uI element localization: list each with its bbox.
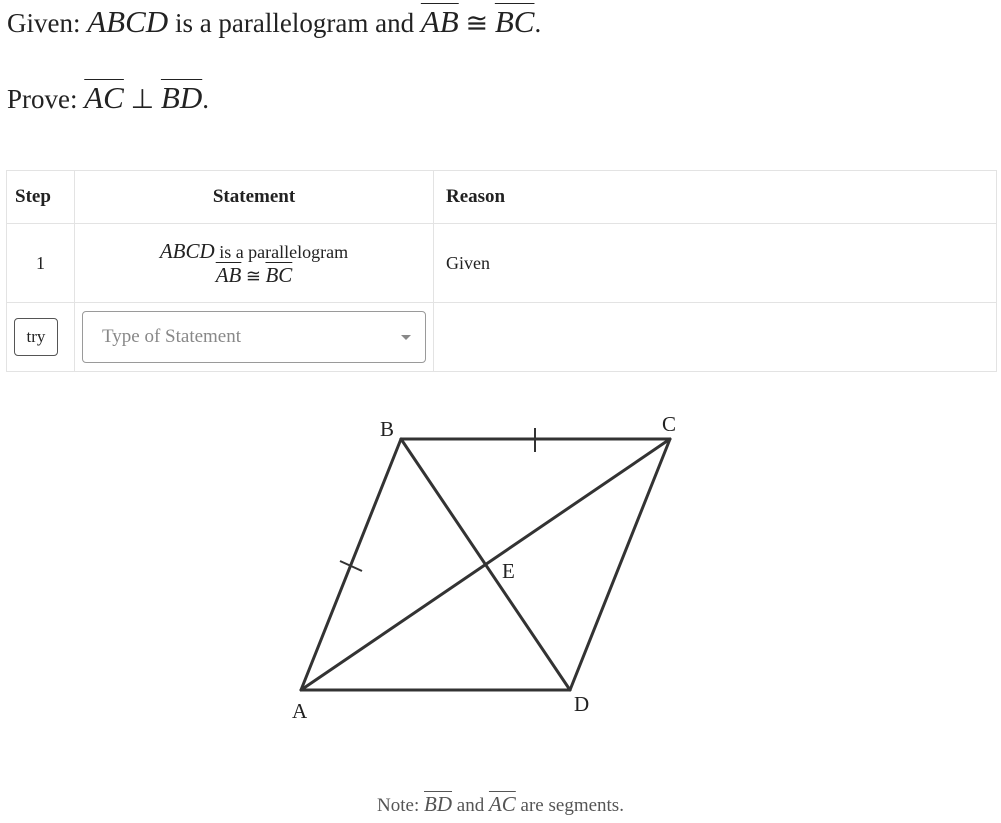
reason-cell: Given [434, 224, 997, 303]
step-number: 1 [7, 224, 75, 303]
note-segment-ac: $\overline{AC}$ [488, 792, 516, 816]
note-prefix: Note: [377, 795, 420, 816]
label-a: A [292, 699, 308, 723]
prove-end: . [202, 84, 209, 114]
diagonal-bd [401, 439, 570, 690]
header-reason: Reason [434, 171, 997, 224]
prove-segment-ac: $\overline{AC}$ [84, 80, 124, 115]
label-d: D [574, 692, 590, 716]
statement-segment-ab: $\overline{AB}$ [215, 263, 242, 287]
given-segment-bc: $\overline{BC}$ [494, 4, 535, 39]
given-congruent-symbol: ≅ [465, 8, 489, 38]
side-cd [570, 439, 670, 690]
prove-prefix: Prove: [7, 84, 78, 114]
statement-shape-text: is a parallelogram [219, 241, 349, 262]
statement-congruent-symbol: ≅ [245, 266, 261, 286]
note-suffix: are segments. [520, 795, 624, 816]
prove-segment-bd: $\overline{BD}$ [160, 80, 203, 115]
given-shape: ABCD [87, 4, 169, 39]
side-ab [301, 439, 401, 690]
label-e: E [502, 559, 515, 583]
statement-type-placeholder: Type of Statement [102, 326, 242, 347]
note-segment-bd: $\overline{BD}$ [424, 792, 453, 816]
note-mid: and [456, 795, 485, 816]
label-b: B [380, 417, 395, 441]
header-step: Step [7, 171, 75, 224]
given-mid-text: is a parallelogram and [174, 8, 415, 38]
header-statement: Statement [75, 171, 434, 224]
given-segment-ab: $\overline{AB}$ [420, 4, 459, 39]
prove-perp-symbol: ⊥ [130, 84, 155, 114]
given-end: . [534, 8, 542, 38]
try-button[interactable]: try [14, 318, 58, 356]
statement-shape: ABCD [159, 238, 215, 263]
statement-segment-bc: $\overline{BC}$ [265, 263, 293, 287]
note [0, 792, 1001, 817]
label-c: C [662, 412, 677, 436]
given-prefix: Given: [7, 8, 81, 38]
